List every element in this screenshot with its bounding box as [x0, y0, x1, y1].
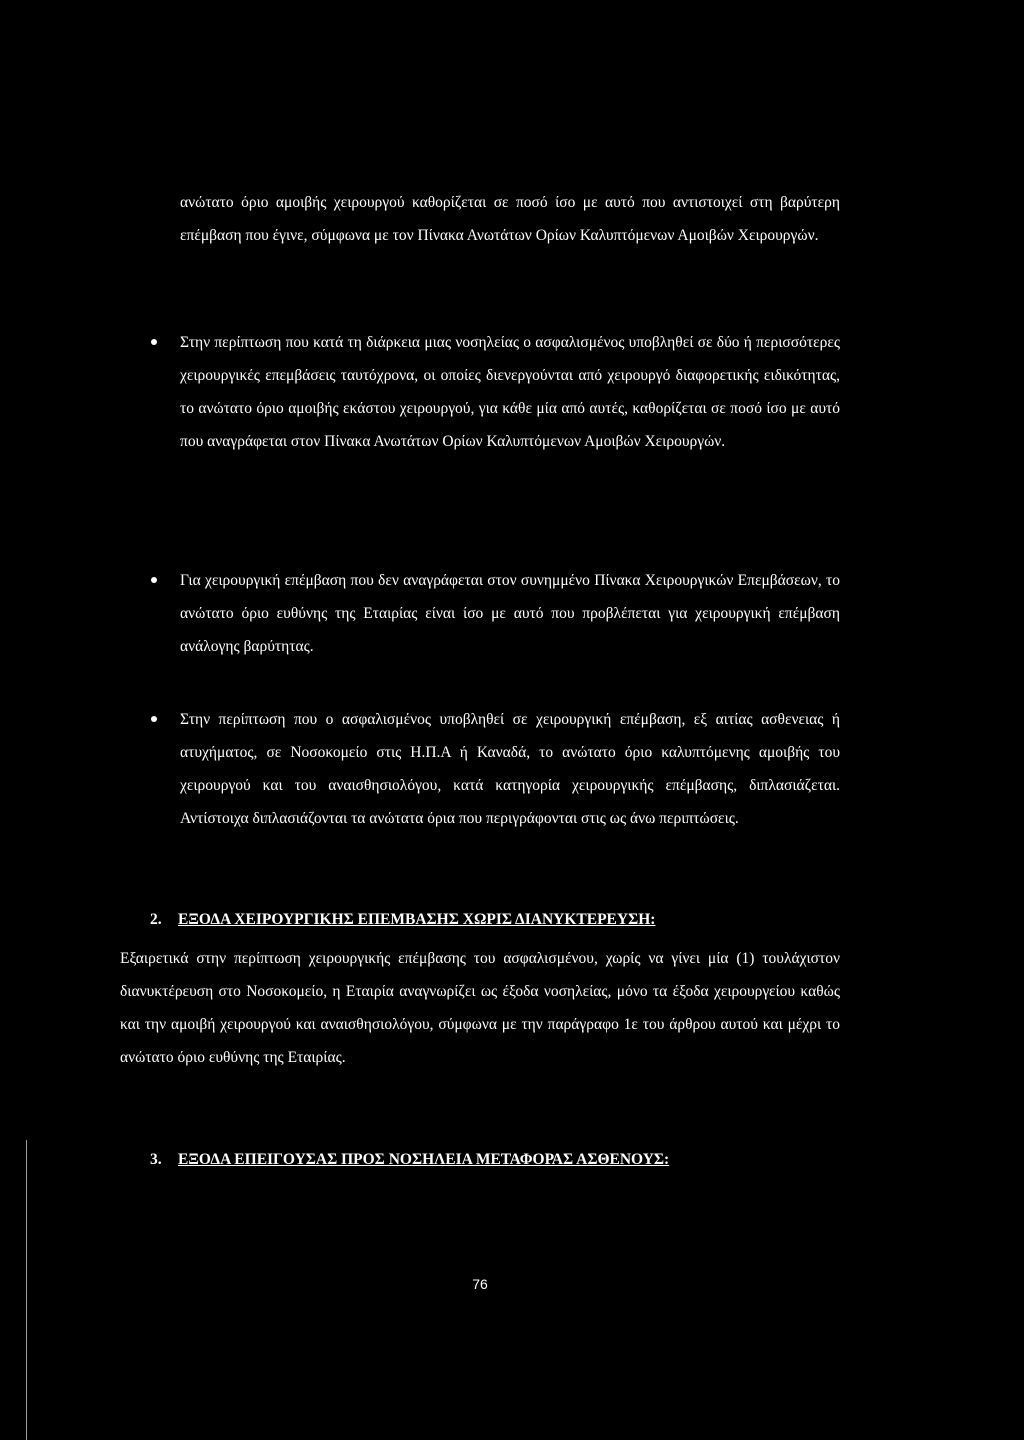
section-2-body: Εξαιρετικά στην περίπτωση χειρουργικής επέμβασης του ασφαλισμένου, χωρίς να γίνει μία (1) τουλάχιστον διανυκτέρευση στο Νοσοκομείο, η Εταιρία αναγνωρίζει ως έξοδα νοσηλείας, μόνο τα έξοδα χειρουργείου καθώς και την αμοιβή χειρουργού και αναισθησιολόγου, σύμφωνα με την παράγραφο 1ε του άρθρου αυτού και μέχρι το ανώτατο όριο ευθύνης της Εταιρίας.	[120, 950, 840, 1066]
bullet-marker	[151, 577, 157, 583]
bullet-marker	[151, 716, 157, 722]
page-number: 76	[472, 1276, 488, 1292]
section-2-title: ΕΞΟΔΑ ΧΕΙΡΟΥΡΓΙΚΗΣ ΕΠΕΜΒΑΣΗΣ ΧΩΡΙΣ ΔΙΑΝΥΚΤΕΡΕΥΣΗ:	[178, 911, 656, 928]
bullet-paragraph-usa-canada: Στην περίπτωση που ο ασφαλισμένος υποβληθεί σε χειρουργική επέμβαση, εξ αιτίας ασθενειας ή ατυχήματος, σε Νοσοκομείο στις Η.Π.Α ή Καναδά, το ανώτατο όριο καλυπτόμενης αμοιβής του χειρουργού και του αναισθησιολόγου, κατά κατηγορία χειρουργικής επέμβασης, διπλασιάζεται. Αντίστοιχα διπλασιάζονται τα ανώτατα όρια που περιγράφονται στις ως άνω περιπτώσεις.	[180, 711, 840, 827]
bullet-paragraph-unlisted-surgery: Για χειρουργική επέμβαση που δεν αναγράφεται στον συνημμένο Πίνακα Χειρουργικών Επεμβάσεων, το ανώτατο όριο ευθύνης της Εταιρίας είναι ίσο με αυτό που προβλέπεται για χειρουργική επέμβαση ανάλογης βαρύτητας.	[180, 572, 840, 655]
section-3-number: 3.	[150, 1151, 162, 1168]
section-2-number: 2.	[150, 911, 162, 928]
section-3-title: ΕΞΟΔΑ ΕΠΕΙΓΟΥΣΑΣ ΠΡΟΣ ΝΟΣΗΛΕΙΑ ΜΕΤΑΦΟΡΑΣ ΑΣΘΕΝΟΥΣ:	[178, 1151, 670, 1168]
bullet-marker	[151, 339, 157, 345]
section-2-heading	[150, 908, 655, 932]
continuation-paragraph: ανώτατο όριο αμοιβής χειρουργού καθορίζεται σε ποσό ίσο με αυτό που αντιστοιχεί στη βαρύτερη επέμβαση που έγινε, σύμφωνα με τον Πίνακα Ανωτάτων Ορίων Καλυπτόμενων Αμοιβών Χειρουργών.	[180, 194, 840, 244]
section-3-heading	[150, 1148, 669, 1172]
bullet-paragraph-multiple-surgeons: Στην περίπτωση που κατά τη διάρκεια μιας νοσηλείας ο ασφαλισμένος υποβληθεί σε δύο ή περισσότερες χειρουργικές επεμβάσεις ταυτόχρονα, οι οποίες διενεργούνται από χειρουργό διαφορετικής ειδικότητας, το ανώτατο όριο αμοιβής εκάστου χειρουργού, για κάθε μία από αυτές, καθορίζεται σε ποσό ίσο με αυτό που αναγράφεται στον Πίνακα Ανωτάτων Ορίων Καλυπτόμενων Αμοιβών Χειρουργών.	[180, 334, 840, 450]
